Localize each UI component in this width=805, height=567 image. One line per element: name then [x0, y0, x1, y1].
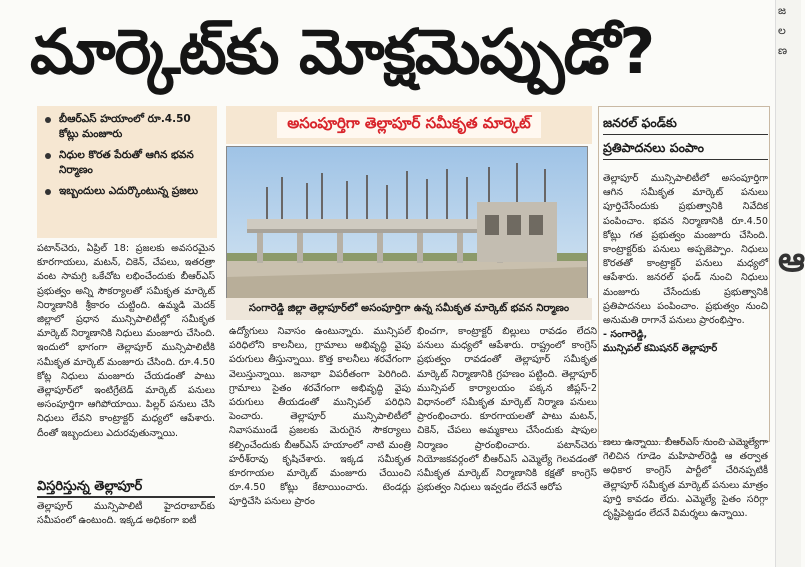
paragraph: పటాన్‌చెరు, ఏప్రిల్ 18: ప్రజలకు అవసరమైన కూరగాయలు, మటన్, చికెన్, చేపలు, ఇతరత్రా వంట సామగ్రి ఒకేచోట లభించేందుకు బీఆర్ఎస్ ప్రభుత్వం అన్ని సౌకర్యాలతో సమీకృత మార్కెట్ నిర్మాణానికి శ్రీకారం చుట్టింది. ఉమ్మడి మెదక్ జిల్లాలో ప్రధాన మున్సిపాలిటీల్లో సమీకృత మార్కెట్ నిర్మాణానికి నిధులు మంజూరు చేసింది. ఇందులో భాగంగా తెల్లాపూర్ మున్సిపాలిటీకి సమీకృత మార్కెట్ మంజూరు చేసింది. రూ.4.50 కోట్ల నిధులు మంజూరు చేయడంతో పాటు తెల్లాపూర్‌లో ఇంటిగ్రేటెడ్ మార్కెట్ పనులు అసంపూర్తిగా ఆగిపోయాయి. పిల్లర్ పనులు చేసి నిధులు లేవని కాంట్రాక్టర్ మధ్యలో ఆపేశారు. దీంతో ఇబ్బందులు ఎదురవుతున్నాయి.	[37, 243, 215, 439]
news-photo	[226, 146, 588, 300]
article-column-4	[603, 436, 768, 560]
article-column-1	[37, 242, 215, 474]
highlight-item: బీఆర్ఎస్ హయాంలో రూ.4.50 కోట్లు మంజూరు	[43, 112, 211, 142]
paragraph: తెల్లాపూర్ మున్సిపాలిటీలో అసంపూర్తిగా ఆగిన సమీకృత మార్కెట్ పనులు పూర్తిచేసేందుకు ప్రభుత్వానికి నివేదిక పంపించాం. భవన నిర్మాణానికి రూ.4.50 కోట్లు గత ప్రభుత్వం మంజూరు చేసింది. కాంట్రాక్టర్‌కు పనులు అప్పజెప్పాం. నిధులు కొరతతో కాంట్రాక్టర్ పనులు మధ్యలో ఆపేశారు. జనరల్ ఫండ్ నుంచి నిధులు మంజూరు చేసేందుకు ప్రభుత్వానికి ప్రతిపాదనలు పంపించాం. ప్రభుత్వం నుంచి అనుమతి రాగానే పనులు ప్రారంభిస్తాం.	[603, 173, 768, 327]
edge-big-letter: ఆ	[778, 240, 805, 280]
subheading: విస్తరిస్తున్న తెల్లాపూర్	[37, 478, 215, 498]
highlight-item: నిధుల కొరత పేరుతో ఆగిన భవన నిర్మాణం	[43, 148, 211, 178]
signature-name: - సంగారెడ్డి,	[603, 329, 648, 341]
edge-text-2: ల	[778, 24, 786, 37]
paragraph: ణలు ఉన్నాయి. బీఆర్ఎస్ నుంచి ఎమ్మెల్యేగా గెలిచిన గూడెం మహిపాల్‌రెడ్డి ఆ తర్వాత అధికార కాంగ్రెస్ పార్టీలో చేరినప్పటికీ తెల్లాపూర్ సమీకృత మార్కెట్ పనులు మాత్రం పూర్తి కావడం లేదు. ఎమ్మెల్యే సైతం సరిగ్గా దృష్టిపెట్టడం లేదనే విమర్శలు ఉన్నాయి.	[603, 437, 768, 520]
photo-title-box	[226, 106, 592, 144]
article-column-1-continued	[37, 500, 215, 560]
sidebox-body	[603, 172, 768, 430]
paragraph: ఉద్యోగులు నివాసం ఉంటున్నారు. మున్సిపల్ పరిధిలోని కాలనీలు, గ్రామాలు అభివృద్ధి వైపు పరుగులు తీస్తున్నాయి. కొత్త కాలనీలు శరవేగంగా వెలుస్తున్నాయి. జనాభా విపరీతంగా పెరిగింది. గ్రామాలు సైతం శరవేగంగా అభివృద్ధి వైపు పరుగులు తీయడంతో మున్సిపల్ పరిధిని పెంచారు. తెల్లాపూర్ మున్సిపాలిటీలో నివాసముండే ప్రజలకు మెరుగైన సౌకర్యాలు కల్పించేందుకు బీఆర్ఎస్ హయాంలో నాటి మంత్రి హరీశ్‌రావు కృషిచేశారు. ఇక్కడ సమీకృత కూరగాయల మార్కెట్ మంజూరు చేయించి రూ.4.50 కోట్లు కేటాయించారు. టెండర్లు పూర్తిచేసి పనులు ప్రారం	[229, 326, 411, 508]
photo-caption: సంగారెడ్డి జిల్లా తెల్లాపూర్‌లో అసంపూర్తిగా ఉన్న సమీకృత మార్కెట్ భవన నిర్మాణం	[226, 298, 592, 320]
paragraph: భించగా, కాంట్రాక్టర్ బిల్లులు రావడం లేదని పనులు మధ్యలో ఆపేశారు. రాష్ట్రంలో కాంగ్రెస్ ప్రభుత్వం రావడంతో తెల్లాపూర్ సమీకృత మార్కెట్ నిర్మాణానికి గ్రహణం పట్టింది. తెల్లాపూర్ మున్సిపల్ కార్యాలయం పక్కన జీప్లస్-2 విధానంలో సమీకృత మార్కెట్ నిర్మాణ పనులు ప్రారంభించారు. కూరగాయలతో పాటు మటన్, చికెన్, చేపలు అమ్మకాలు చేసేందుకు షాపుల నిర్మాణం ప్రారంభించారు. పటాన్‌చెరు నియోజకవర్గంలో బీఆర్ఎస్ ఎమ్మెల్యే గెలవడంతో సమీకృత మార్కెట్ నిర్మాణానికి కక్షతో కాంగ్రెస్ ప్రభుత్వం నిధులు ఇవ్వడం లేదనే ఆరోప	[417, 326, 597, 494]
sidebox-heading-line-1: జనరల్ ఫండ్‌కు	[603, 112, 768, 135]
edge-text-1: జ	[778, 4, 787, 17]
article-column-3	[417, 325, 597, 560]
paragraph: తెల్లాపూర్ మున్సిపాలిటీ హైదరాబాద్‌కు సమీపంలో ఉంటుంది. ఇక్కడ అధికంగా ఐటీ	[37, 501, 215, 527]
photo-title: అసంపూర్తిగా తెల్లాపూర్ సమీకృత మార్కెట్	[277, 112, 541, 138]
edge-text-3: ణ	[778, 44, 788, 57]
highlights-box	[37, 106, 217, 238]
sidebox-heading	[603, 112, 768, 162]
adjacent-column-edge	[775, 0, 805, 567]
highlight-item: ఇబ్బందులు ఎదుర్కొంటున్న ప్రజలు	[43, 184, 211, 199]
sidebox-heading-line-2: ప్రతిపాదనలు పంపాం	[603, 137, 768, 160]
article-column-2	[229, 325, 411, 560]
headline: మార్కెట్‌కు మోక్షమెప్పుడో?	[30, 15, 655, 88]
signature-title: మున్సిపల్ కమిషనర్ తెల్లాపూర్	[603, 343, 718, 355]
construction-site-illustration	[227, 147, 587, 299]
